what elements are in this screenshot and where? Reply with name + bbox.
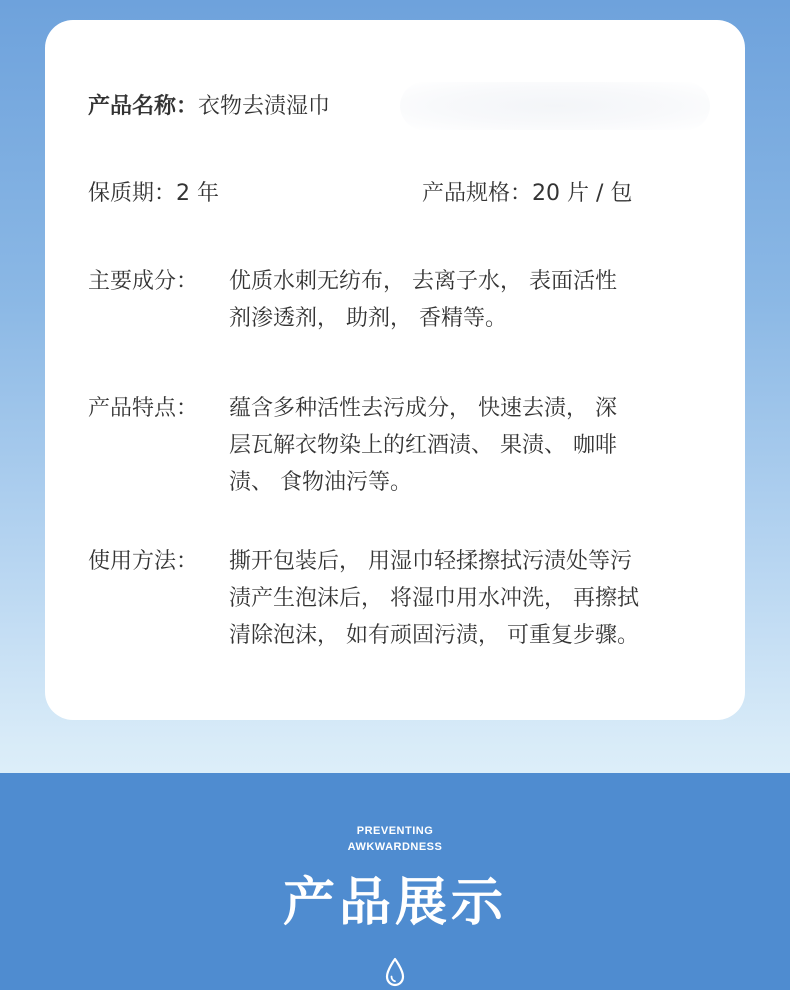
product-showcase-section <box>0 773 790 990</box>
features-line: 渍、 食物油污等。 <box>229 470 412 495</box>
usage-line: 撕开包装后， 用湿巾轻揉擦拭污渍处等污 <box>229 549 632 574</box>
subtitle-line: PREVENTING <box>356 825 434 837</box>
section-title: 产品展示 <box>282 873 507 933</box>
product-info-card <box>45 20 745 720</box>
features-line: 蕴含多种活性去污成分， 快速去渍， 深 <box>229 396 617 421</box>
spec-label: 产品规格： <box>422 181 533 206</box>
usage-text <box>229 543 729 654</box>
ingredients-line: 剂渗透剂， 助剂， 香精等。 <box>229 306 507 331</box>
section-subtitle <box>0 823 790 855</box>
usage-label: 使用方法： <box>88 549 199 574</box>
spec-value: 20 片 / 包 <box>532 181 633 206</box>
subtitle-line: AWKWARDNESS <box>347 841 443 853</box>
features-line: 层瓦解衣物染上的红酒渍、 果渍、 咖啡 <box>229 433 617 458</box>
shelf-life-row <box>88 175 219 212</box>
features-label: 产品特点： <box>88 396 199 421</box>
ingredients-label: 主要成分： <box>88 269 199 294</box>
ingredients-line: 优质水刺无纺布， 去离子水， 表面活性 <box>229 269 617 294</box>
spec-row <box>422 175 632 212</box>
shelf-life-value: 2 年 <box>176 181 220 206</box>
product-name-value: 衣物去渍湿巾 <box>198 94 331 119</box>
product-name-label: 产品名称： <box>88 94 199 119</box>
usage-line: 渍产生泡沫后， 将湿巾用水冲洗， 再擦拭 <box>229 586 639 611</box>
usage-line: 清除泡沫， 如有顽固污渍， 可重复步骤。 <box>229 623 639 648</box>
blurred-region <box>400 82 710 130</box>
ingredients-text <box>229 263 729 337</box>
shelf-life-label: 保质期： <box>88 181 177 206</box>
features-text <box>229 390 729 501</box>
water-drop-icon <box>384 957 406 987</box>
product-name-row <box>88 88 330 125</box>
